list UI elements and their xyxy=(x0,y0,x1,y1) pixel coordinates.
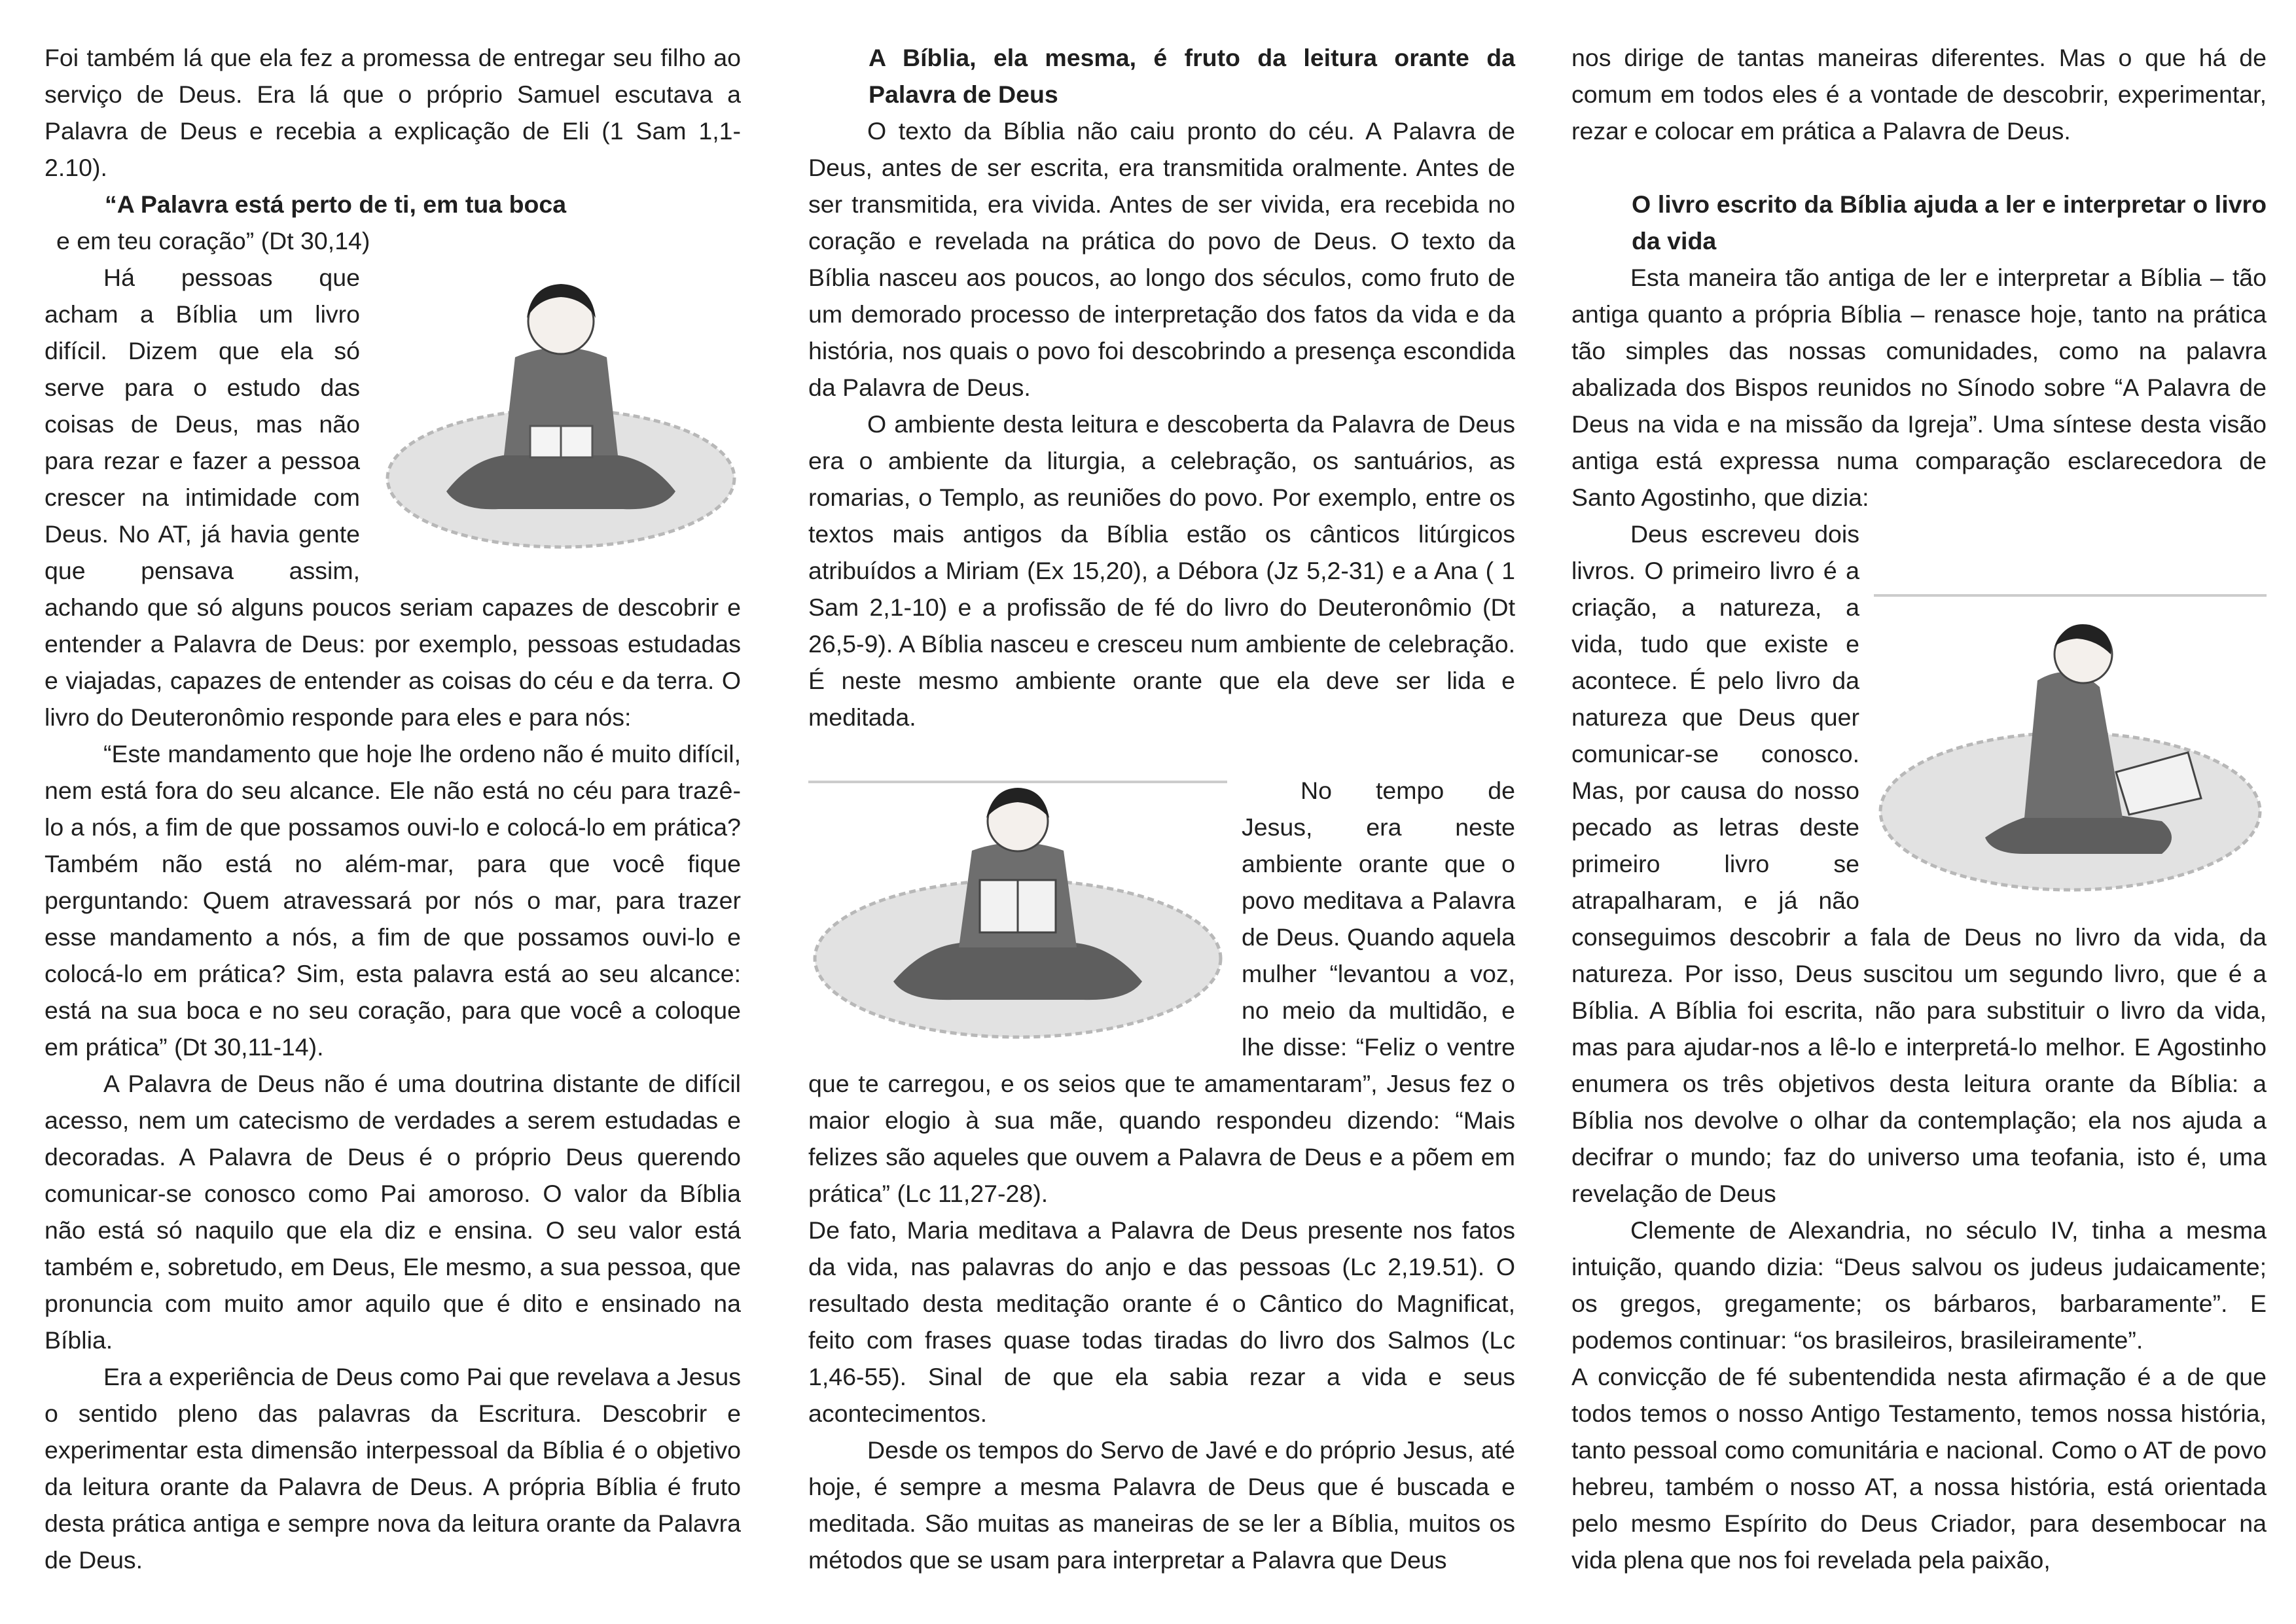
paragraph: No tempo de Jesus, era neste ambiente orante que o povo meditava a Palavra de Deus. Quando aquela mulher “levantou a voz, no meio da multidão, e lhe disse: “Feliz o ventre que te carregou, e os seios que te amamentaram”, Jesus fez o maior elogio à sua mãe, quando respondeu dizendo: “Mais felizes são aqueles que ouvem a Palavra de Deus e a põem em prática” (Lc 11,27-28). xyxy=(808,777,1515,1207)
column-2 xyxy=(808,39,1515,1578)
paragraph: Esta maneira tão antiga de ler e interpretar a Bíblia – tão antiga quanto a própria Bíblia – renasce hoje, tanto na prática tão simples das nossas comunidades, como na palavra abalizada dos Bispos reunidos no Sínodo sobre “A Palavra de Deus na vida e na missão da Igreja”. Uma síntese desta visão antiga está expressa numa comparação esclarecedora de Santo Agostinho, que dizia: xyxy=(1571,264,2267,511)
paragraph: Era a experiência de Deus como Pai que revelava a Jesus o sentido pleno das palavras da Escritura. Descobrir e experimentar esta dimensão interpessoal da Bíblia é o objetivo da leitura orante da Palavra de Deus. A própria Bíblia é fruto desta prática antiga e sempre nova da leitura orante da Palavra de Deus. xyxy=(45,1363,741,1574)
paragraph: Deus escreveu dois livros. O primeiro livro é a criação, a natureza, a vida, tudo que existe e acontece. É pelo livro da natureza que Deus quer comunicar-se conosco. Mas, por causa do nosso pecado as letras deste primeiro livro se atrapalharam, e já não conseguimos descobrir a fala de Deus no livro da vida, da natureza. Por isso, Deus suscitou um segundo livro, que é a Bíblia. A Bíblia foi escrita, não para substituir o livro da vida, mas para ajudar-nos a lê-lo e interpretá-lo melhor. E Agostinho enumera os três objetivos desta leitura orante da Bíblia: a Bíblia nos devolve o olhar da contemplação; ela nos ajuda a decifrar o mundo; faz do universo uma teofania, isto é, uma revelação de Deus xyxy=(1571,520,2267,1207)
column-3 xyxy=(1571,39,2267,1578)
section-heading: O livro escrito da Bíblia ajuda a ler e interpretar o livro da vida xyxy=(1632,190,2267,255)
paragraph: “Este mandamento que hoje lhe ordeno não é muito difícil, nem está fora do seu alcance. Ele não está no céu para trazê-lo a nós, a fim de que possamos ouvi-lo e colocá-lo em prática? Também não está no além-mar, para que você fique perguntando: Quem atravessará por nós o mar, para trazer esse mandamento a nós, a fim de que possamos ouvi-lo e colocá-lo em prática? Sim, esta palavra está ao seu alcance: está na sua boca e no seu coração, para que você a coloque em prática” (Dt 30,11-14). xyxy=(45,740,741,1061)
paragraph: Clemente de Alexandria, no século IV, tinha a mesma intuição, quando dizia: “Deus salvou os judeus judaicamente; os gregos, gregamente; os bárbaros, barbaramente”. E podemos continuar: “os brasileiros, brasileiramente”. xyxy=(1571,1216,2267,1354)
paragraph: Foi também lá que ela fez a promessa de entregar seu filho ao serviço de Deus. Era lá que o próprio Samuel escutava a Palavra de Deus e recebia a explicação de Eli (1 Sam 1,1-2.10). xyxy=(45,44,741,181)
quote-heading: “A Palavra está perto de ti, em tua boca xyxy=(105,190,567,218)
column-1 xyxy=(45,39,741,1578)
paragraph: O texto da Bíblia não caiu pronto do céu. A Palavra de Deus, antes de ser escrita, era transmitida oralmente. Antes de ser transmitida, era vivida. Antes de ser vivida, era recebida no coração e revelada na prática do povo de Deus. O texto da Bíblia nasceu aos poucos, ao longo dos séculos, como fruto de um demorado processo de interpretação dos fatos da vida e da história, nos quais o povo foi descobrindo a presença escondida da Palavra de Deus. xyxy=(808,117,1515,401)
praying-figure-illustration xyxy=(374,259,741,560)
paragraph: O ambiente desta leitura e descoberta da Palavra de Deus era o ambiente da liturgia, a celebração, os santuários, as romarias, o Templo, as reuniões do povo. Por exemplo, entre os textos mais antigos da Bíblia estão os cânticos litúrgicos atribuídos a Miriam (Ex 15,20), a Débora (Jz 5,2-31) e a Ana ( 1 Sam 2,1-10) e a profissão de fé do livro do Deuteronômio (Dt 26,5-9). A Bíblia nasceu e cresceu num ambiente de celebração. É neste mesmo ambiente orante que ela deve ser lida e meditada. xyxy=(808,410,1515,731)
paragraph: Há pessoas que acham a Bíblia um livro difícil. Dizem que ela só serve para o estudo das coisas de Deus, mas não para rezar e fazer a pessoa crescer na intimidade com Deus. No AT, já havia gente que pensava assim, achando que só alguns poucos seriam capazes de descobrir e entender a Palavra de Deus: por exemplo, pessoas estudadas e viajadas, capazes de entender as coisas do céu e da terra. O livro do Deuteronômio responde para eles e para nós: xyxy=(45,264,741,731)
kneeling-figure-illustration xyxy=(1874,589,2267,916)
reading-figure-illustration xyxy=(808,772,1227,1060)
quote-reference: e em teu coração” (Dt 30,14) xyxy=(56,227,370,255)
section-heading: A Bíblia, ela mesma, é fruto da leitura orante da Palavra de Deus xyxy=(869,44,1515,108)
paragraph: A Palavra de Deus não é uma doutrina distante de difícil acesso, nem um catecismo de verdades a serem estudadas e decoradas. A Palavra de Deus é o próprio Deus querendo comunicar-se conosco como Pai amoroso. O valor da Bíblia não está só naquilo que ela diz e ensina. O seu valor está também e, sobretudo, em Deus, Ele mesmo, a sua pessoa, que pronuncia com muito amor aquilo que é dito e ensinado na Bíblia. xyxy=(45,1070,741,1354)
paragraph: Desde os tempos do Servo de Javé e do próprio Jesus, até hoje, é sempre a mesma Palavra de Deus que é buscada e meditada. São muitas as maneiras de se ler a Bíblia, muitos os métodos que se usam para interpretar a Palavra que Deus xyxy=(808,1436,1515,1574)
paragraph: A convicção de fé subentendida nesta afirmação é a de que todos temos o nosso Antigo Testamento, temos nossa história, tanto pessoal como comunitária e nacional. Como o AT de povo hebreu, também o nosso AT, a nossa história, está orientada pelo mesmo Espírito do Deus Criador, para desembocar na vida plena que nos foi revelada pela paixão, xyxy=(1571,1363,2267,1574)
paragraph: De fato, Maria meditava a Palavra de Deus presente nos fatos da vida, nas palavras do anjo e das pessoas (Lc 2,19.51). O resultado desta meditação orante é o Cântico do Magnificat, feito com frases quase todas tiradas do livro dos Salmos (Lc 1,46-55). Sinal de que ela sabia rezar a vida e seus acontecimentos. xyxy=(808,1216,1515,1427)
paragraph: nos dirige de tantas maneiras diferentes. Mas o que há de comum em todos eles é a vontade de descobrir, experimentar, rezar e colocar em prática a Palavra de Deus. xyxy=(1571,44,2267,145)
